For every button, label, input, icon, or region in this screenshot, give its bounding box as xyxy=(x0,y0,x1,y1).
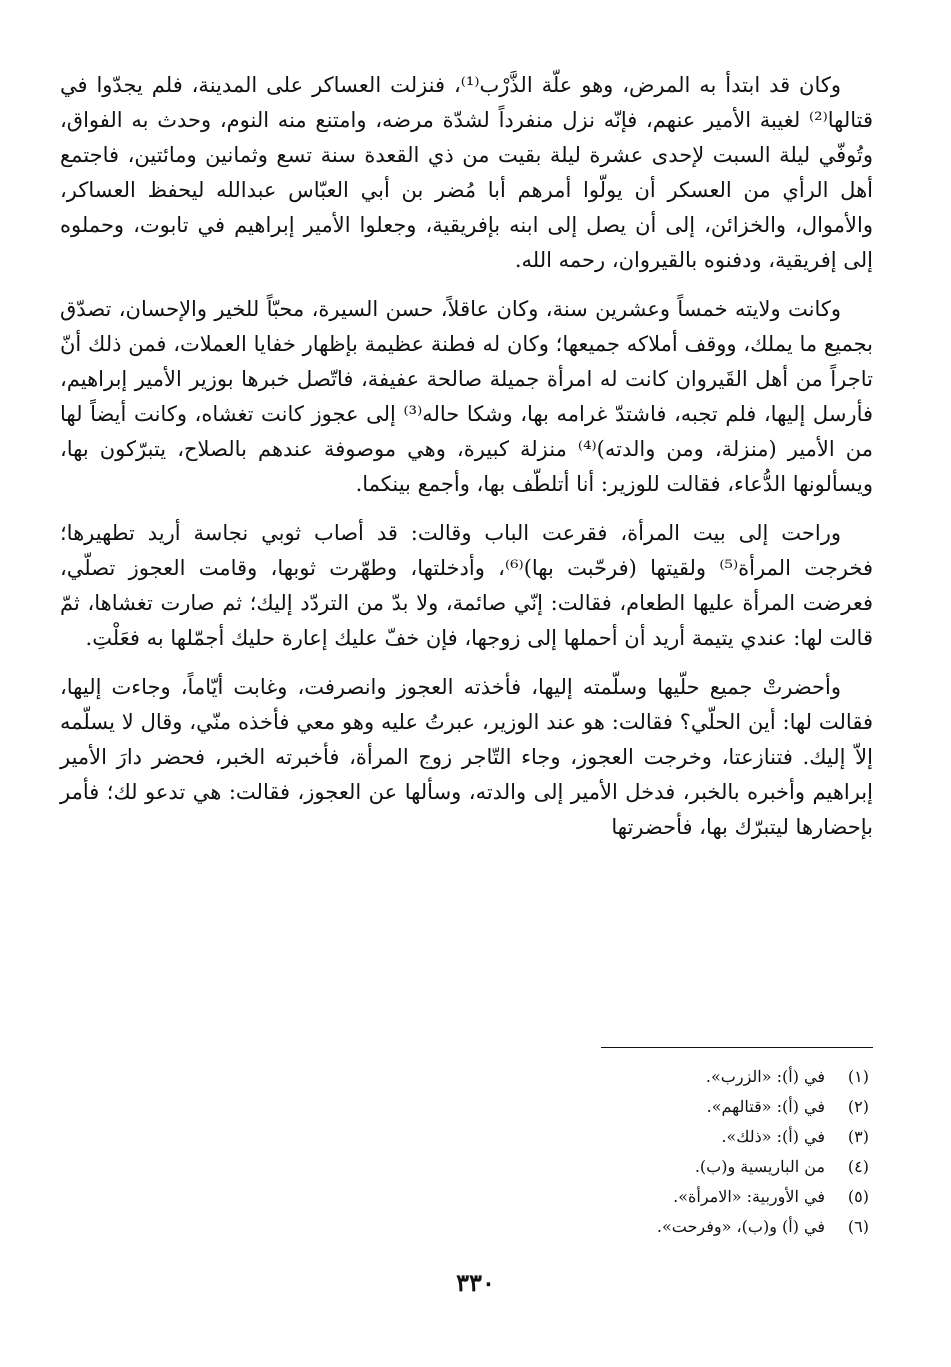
footnote-5 xyxy=(300,1182,869,1212)
footnote-text: من الباريسية و(ب). xyxy=(694,1157,825,1176)
footnote-text: في (أ): «ذلك». xyxy=(721,1127,825,1146)
footnote-text: في (أ): «الزرب». xyxy=(705,1067,825,1086)
footnote-2 xyxy=(300,1092,869,1122)
footnote-number: (١) xyxy=(847,1067,869,1086)
footnote-3 xyxy=(300,1122,869,1152)
footnote-1 xyxy=(300,1062,869,1092)
footnote-4 xyxy=(300,1152,869,1182)
footnotes xyxy=(300,1062,869,1242)
paragraph-3: وراحت إلى بيت المرأة، فقرعت الباب وقالت: قد أصاب ثوبي نجاسة أريد تطهيرها؛ فخرجت المرأة⁽⁵⁾ ولقيتها (فرحّبت بها)⁽⁶⁾، وأدخلتها، وطهّرت ثوبها، وقامت العجوز تصلّي، فعرضت المرأة عليها الطعام، فقالت: إنّي صائمة، ولا بدّ من التردّد إليك؛ ثم صارت تغشاها، ثمّ قالت لها: عندي يتيمة أريد أن أحملها إلى زوجها، فإن خفّ عليك إعارة حليك أجمّلها به فعَلْتِ. xyxy=(60,521,873,650)
footnote-number: (٤) xyxy=(847,1157,869,1176)
footnote-text: في الأوربية: «الامرأة». xyxy=(673,1187,825,1206)
page-number: ٣٣٠ xyxy=(456,1268,495,1297)
main-text xyxy=(60,68,873,859)
paragraph-1: وكان قد ابتدأ به المرض، وهو علّة الذَّرْب⁽¹⁾، فنزلت العساكر على المدينة، فلم يجدّوا في قتالها⁽²⁾ لغيبة الأمير عنهم، فإنّه نزل منفرداً لشدّة مرضه، وامتنع منه النوم، وحدث به الفواق، وتُوفّي ليلة السبت لإحدى عشرة ليلة بقيت من ذي القعدة سنة تسع وثمانين ومائتين، فاجتمع أهل الرأي من العسكر أن يولّوا أمرهم أبا مُضر بن أبي العبّاس عبدالله ليحفظ العساكر، والأموال، والخزائن، إلى أن يصل إلى ابنه بإفريقية، وجعلوا الأمير إبراهيم في تابوت، وحملوه إلى إفريقية، ودفنوه بالقيروان، رحمه الله. xyxy=(60,73,873,272)
footnote-text: في (أ): «قتالهم». xyxy=(706,1097,825,1116)
footnote-number: (٦) xyxy=(847,1217,869,1236)
footnote-text: في (أ) و(ب)، «وفرحت». xyxy=(656,1217,825,1236)
footnote-6 xyxy=(300,1212,869,1242)
footnote-number: (٣) xyxy=(847,1127,869,1146)
footnote-number: (٥) xyxy=(847,1187,869,1206)
footnote-number: (٢) xyxy=(847,1097,869,1116)
paragraph-4: وأحضرتْ جميع حلّيها وسلّمته إليها، فأخذته العجوز وانصرفت، وغابت أيّاماً، وجاءت إليها، فقالت لها: أين الحلّي؟ فقالت: هو عند الوزير، عبرتُ عليه وهو معي فأخذه منّي، وقال لا يسلّمه إلاّ إليك. فتنازعتا، وخرجت العجوز، وجاء التّاجر زوج المرأة، فأخبرته الخبر، فحضر دارَ الأمير إبراهيم وأخبره بالخبر، فدخل الأمير إلى والدته، وسألها عن العجوز، فقالت: هي تدعو لك؛ فأمر بإحضارها ليتبرّك بها، فأحضرتها xyxy=(60,675,873,839)
paragraph-2: وكانت ولايته خمساً وعشرين سنة، وكان عاقلاً، حسن السيرة، محبّاً للخير والإحسان، تصدّق بجميع ما يملك، ووقف أملاكه جميعها؛ وكان له فطنة عظيمة بإظهار خفايا العملات، فمن ذلك أنّ تاجراً من أهل القَيروان كانت له امرأة جميلة صالحة عفيفة، فاتّصل خبرها بوزير الأمير إبراهيم، فأرسل إليها، فلم تجبه، فاشتدّ غرامه بها، وشكا حاله⁽³⁾ إلى عجوز كانت تغشاه، وكانت أيضاً لها من الأمير (منزلة، ومن والدته)⁽⁴⁾ منزلة كبيرة، وهي موصوفة عندهم بالصلاح، يتبرّكون بها، ويسألونها الدُّعاء، فقالت للوزير: أنا أتلطّف بها، وأجمع بينكما. xyxy=(60,297,874,496)
footnote-separator xyxy=(601,1047,873,1048)
